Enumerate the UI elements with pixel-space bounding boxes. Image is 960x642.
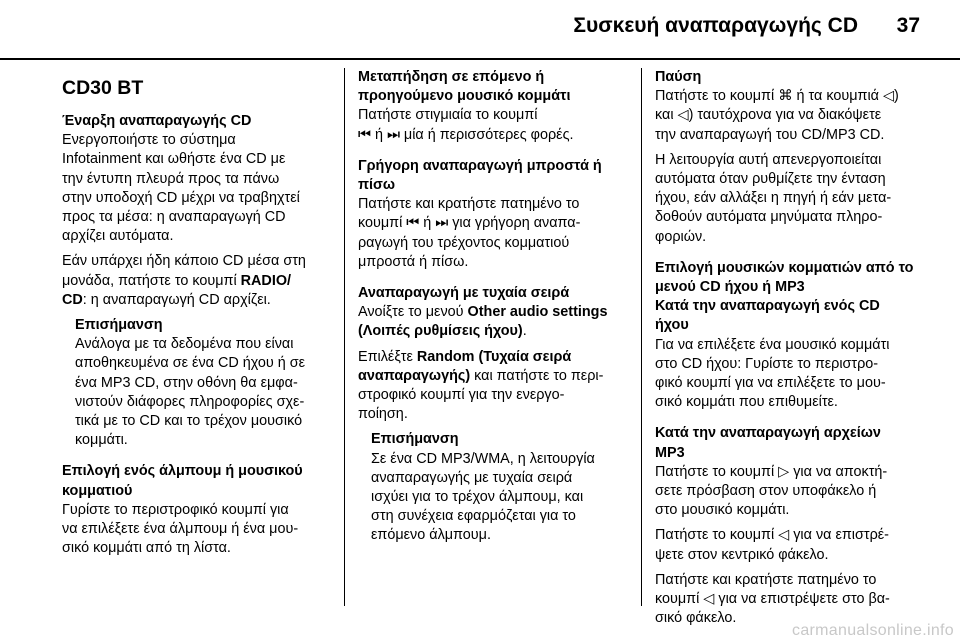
paragraph: Για να επιλέξετε ένα μουσικό κομμάτι στο CD ήχου: Γυρίστε το περιστρο- φικό κουμπί για να επιλέξετε το μου- σικό κομμάτι που επιθυμείτε. — [655, 336, 890, 411]
section-heading: Παύση — [655, 69, 702, 85]
page-title: Συσκευή αναπαραγωγής CD — [573, 14, 858, 37]
note-text: Ανάλογα με τα δεδομένα που είναι αποθηκευμένα σε ένα CD ήχου ή σε ένα MP3 CD, στην οθόνη θα εμφα- νιστούν διάφορες πληροφορίες σχε- τικά με το CD και το τρέχον μουσικό κομμάτι. — [75, 336, 306, 449]
subsection-heading: Κατά την αναπαραγωγή ενός CD ήχου — [655, 298, 880, 334]
section-heading: Επιλογή μουσικών κομματιών από το μενού CD ήχου ή MP3 — [655, 259, 914, 296]
chapter-title: CD30 BT — [62, 77, 144, 99]
subsection-heading: Κατά την αναπαραγωγή αρχείων MP3 — [655, 425, 881, 461]
paragraph — [358, 303, 628, 341]
section-heading: Γρήγορη αναπαραγωγή μπροστά ή πίσω — [358, 157, 602, 194]
menu-label: Random (Τυχαία σειρά αναπαραγωγής) — [358, 348, 572, 384]
text: και πατήστε το περι- στροφικό κουμπί για την ενεργο- ποίηση. — [358, 367, 604, 423]
column-divider-1 — [344, 68, 345, 606]
note-text: Σε ένα CD MP3/WMA, η λειτουργία αναπαραγωγής με τυχαία σειρά ισχύει για το τρέχον άλμπουμ, και στη συνέχεια εφαρμόζεται για το επόμενο άλμπουμ. — [371, 450, 595, 544]
column-3 — [655, 68, 927, 640]
paragraph — [358, 348, 628, 425]
page-header — [0, 0, 960, 60]
header-divider — [0, 58, 960, 60]
section-mp3-playback — [655, 424, 927, 628]
section-track-select — [655, 259, 927, 413]
section-random-play — [358, 284, 628, 546]
section-select-album — [62, 462, 330, 558]
section-heading: Έναρξη αναπαραγωγής CD — [62, 113, 252, 129]
note-heading: Επισήμανση — [75, 317, 163, 334]
menu-label: Other audio settings (Λοιπές ρυθμίσεις ήχου) — [358, 304, 608, 340]
text: Εάν υπάρχει ήδη κάποιο CD μέσα στη μονάδα, πατήστε το κουμπί — [62, 253, 306, 289]
section-fast-forward — [358, 157, 628, 272]
column-2 — [358, 68, 628, 558]
section-pause — [655, 68, 927, 247]
page-number: 37 — [896, 14, 920, 37]
section-heading: Μεταπήδηση σε επόμενο ή προηγούμενο μουσικό κομμάτι — [358, 69, 571, 105]
paragraph: Πατήστε το κουμπί ▷ για να αποκτή- σετε πρόσβαση στον υποφάκελο ή στο μουσικό κομμάτι. — [655, 463, 888, 519]
note — [75, 316, 330, 450]
paragraph: Πατήστε το κουμπί ◁ για να επιστρέ- ψετε στον κεντρικό φάκελο. — [655, 527, 889, 563]
paragraph: Πατήστε το κουμπί ⌘ ή τα κουμπιά ◁) και ◁) ταυτόχρονα για να διακόψετε την αναπαραγωγή του CD/MP3 CD. — [655, 88, 899, 143]
text: : η αναπαραγωγή CD αρχίζει. — [82, 291, 271, 308]
paragraph: Γυρίστε το περιστροφικό κουμπί για να επιλέξετε ένα άλμπουμ ή ένα μου- σικό κομμάτι από τη λίστα. — [62, 501, 299, 557]
note — [371, 430, 628, 545]
paragraph: Πατήστε και κρατήστε πατημένο το κουμπί ⏮ ή ⏭ για γρήγορη αναπα- ραγωγή του τρέχοντος κομματιού μπροστά ή πίσω. — [358, 196, 581, 270]
section-skip-track — [358, 68, 628, 145]
section-heading: Επιλογή ενός άλμπουμ ή μουσικού κομματιού — [62, 463, 303, 499]
paragraph: Ενεργοποιήστε το σύστημα Infotainment και ωθήστε ένα CD με την έντυπη πλευρά προς τα πάνω στην υποδοχή CD μέχρι να τραβηχτεί προς τα μέσα: η αναπαραγωγή CD αρχίζει αυτόματα. — [62, 132, 300, 245]
column-divider-2 — [641, 68, 642, 606]
text: Επιλέξτε — [358, 348, 417, 365]
button-label: RADIO/ CD — [62, 272, 292, 308]
section-start-cd — [62, 112, 330, 450]
paragraph — [62, 252, 330, 310]
paragraph: Πατήστε και κρατήστε πατημένο το κουμπί ◁ για να επιστρέψετε στο βα- σικό φάκελο. — [655, 571, 890, 627]
column-1 — [62, 68, 330, 570]
text: . — [522, 323, 527, 340]
note-heading: Επισήμανση — [371, 431, 459, 448]
paragraph: Η λειτουργία αυτή απενεργοποιείται αυτόματα όταν ρυθμίζετε την ένταση ήχου, εάν αλλάξει η πηγή ή εάν μετα- δοθούν αυτόματα μηνύματα πληρο- φοριών. — [655, 151, 892, 245]
watermark: carmanualsonline.info — [792, 622, 954, 639]
text: Ανοίξτε το μενού — [358, 304, 468, 321]
section-heading: Αναπαραγωγή με τυχαία σειρά — [358, 285, 570, 302]
paragraph: Πατήστε στιγμιαία το κουμπί ⏮ ή ⏭ μία ή περισσότερες φορές. — [358, 107, 574, 143]
